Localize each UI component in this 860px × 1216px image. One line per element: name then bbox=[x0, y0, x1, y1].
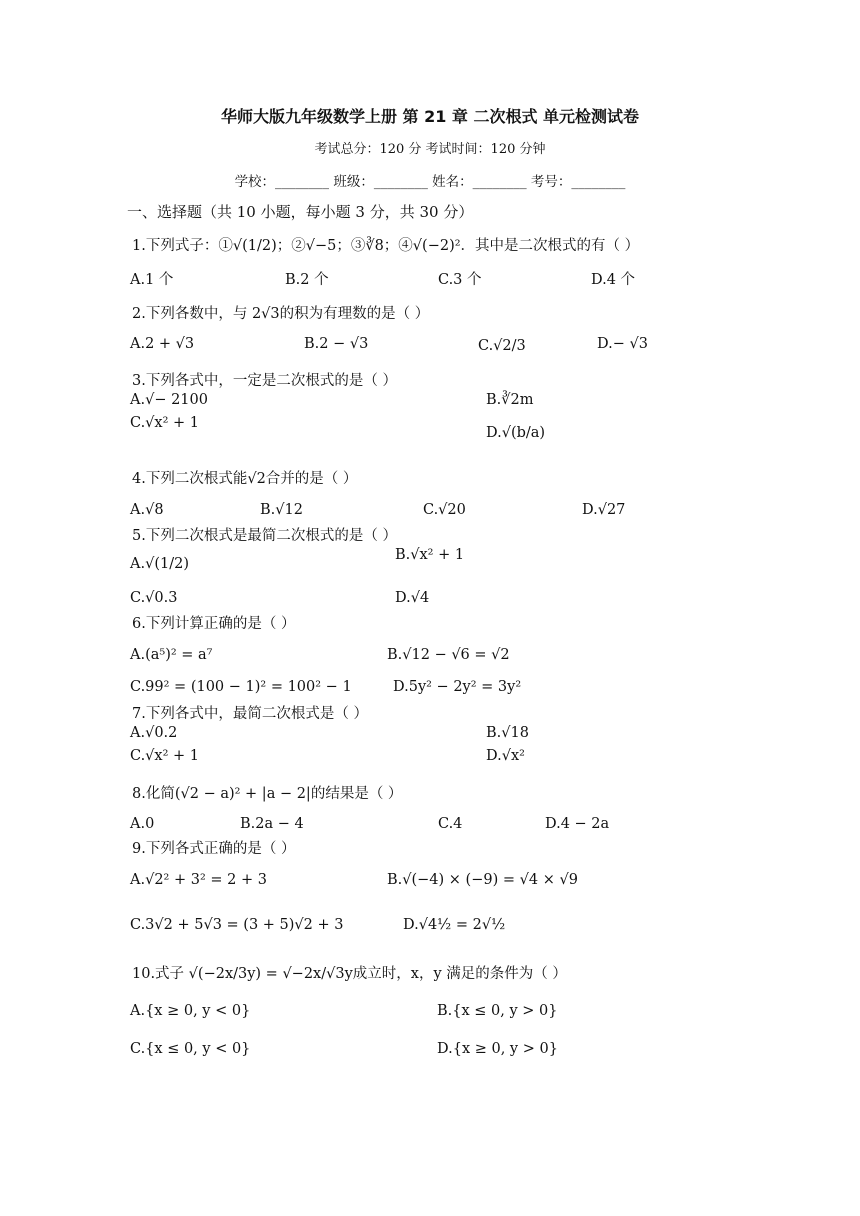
q2-option-b: B.2 − √3 bbox=[304, 336, 369, 352]
question-6-stem: 6.下列计算正确的是（ ） bbox=[132, 616, 296, 632]
q4-option-b: B.√12 bbox=[260, 502, 303, 518]
section-heading: 一、选择题（共 10 小题，每小题 3 分，共 30 分） bbox=[127, 203, 474, 221]
question-2-stem: 2.下列各数中，与 2√3的积为有理数的是（ ） bbox=[132, 306, 430, 322]
student-info-line: 学校：________ 班级：________ 姓名：________ 考号：________ bbox=[234, 174, 626, 190]
q3-option-d: D.√(b/a) bbox=[486, 425, 546, 441]
q5-option-b: B.√x² + 1 bbox=[395, 547, 465, 563]
q8-option-b: B.2a − 4 bbox=[240, 816, 304, 832]
q9-option-d: D.√4½ = 2√½ bbox=[403, 917, 506, 933]
q9-option-a: A.√2² + 3² = 2 + 3 bbox=[130, 872, 267, 888]
q4-option-a: A.√8 bbox=[130, 502, 164, 518]
q2-option-a: A.2 + √3 bbox=[130, 336, 195, 352]
q5-option-c: C.√0.3 bbox=[130, 590, 178, 606]
q10-option-d: D.{x ≥ 0, y > 0} bbox=[437, 1041, 558, 1057]
q4-option-c: C.√20 bbox=[423, 502, 466, 518]
q10-option-b: B.{x ≤ 0, y > 0} bbox=[437, 1003, 558, 1019]
q4-option-d: D.√27 bbox=[582, 502, 626, 518]
q8-option-a: A.0 bbox=[130, 816, 155, 832]
exam-title: 华师大版九年级数学上册 第 21 章 二次根式 单元检测试卷 bbox=[220, 107, 640, 126]
q10-option-c: C.{x ≤ 0, y < 0} bbox=[130, 1041, 251, 1057]
q1-option-c: C.3 个 bbox=[438, 272, 482, 288]
q3-option-b: B.∛2m bbox=[486, 392, 534, 408]
question-9-stem: 9.下列各式正确的是（ ） bbox=[132, 841, 296, 857]
question-5-stem: 5.下列二次根式是最简二次根式的是（ ） bbox=[132, 528, 397, 544]
q5-option-a: A.√(1/2) bbox=[130, 556, 189, 572]
q9-option-c: C.3√2 + 5√3 = (3 + 5)√2 + 3 bbox=[130, 917, 344, 933]
q1-option-d: D.4 个 bbox=[591, 272, 636, 288]
q2-option-d: D.− √3 bbox=[597, 336, 648, 352]
exam-subtitle: 考试总分：120 分 考试时间：120 分钟 bbox=[314, 142, 546, 157]
q8-option-c: C.4 bbox=[438, 816, 463, 832]
question-4-stem: 4.下列二次根式能√2合并的是（ ） bbox=[132, 471, 358, 487]
q1-option-b: B.2 个 bbox=[285, 272, 329, 288]
q9-option-b: B.√(−4) × (−9) = √4 × √9 bbox=[387, 872, 578, 888]
q6-option-b: B.√12 − √6 = √2 bbox=[387, 647, 510, 663]
q10-option-a: A.{x ≥ 0, y < 0} bbox=[130, 1003, 251, 1019]
q8-option-d: D.4 − 2a bbox=[545, 816, 610, 832]
q6-option-c: C.99² = (100 − 1)² = 100² − 1 bbox=[130, 679, 352, 695]
q7-option-a: A.√0.2 bbox=[130, 725, 178, 741]
question-8-stem: 8.化简(√2 − a)² + |a − 2|的结果是（ ） bbox=[132, 786, 403, 802]
question-7-stem: 7.下列各式中，最简二次根式是（ ） bbox=[132, 706, 368, 722]
q3-option-a: A.√− 2100 bbox=[130, 392, 208, 408]
q5-option-d: D.√4 bbox=[395, 590, 430, 606]
q2-option-c: C.√2/3 bbox=[478, 338, 526, 354]
q7-option-d: D.√x² bbox=[486, 748, 525, 764]
question-1-stem: 1.下列式子：①√(1/2)；②√−5；③∛8；④√(−2)²．其中是二次根式的有（ ） bbox=[132, 238, 640, 254]
q7-option-b: B.√18 bbox=[486, 725, 529, 741]
q3-option-c: C.√x² + 1 bbox=[130, 415, 200, 431]
q7-option-c: C.√x² + 1 bbox=[130, 748, 200, 764]
question-10-stem: 10.式子 √(−2x/3y) = √−2x/√3y成立时，x，y 满足的条件为（ ） bbox=[132, 966, 567, 982]
q1-option-a: A.1 个 bbox=[130, 272, 174, 288]
q6-option-d: D.5y² − 2y² = 3y² bbox=[393, 679, 522, 695]
question-3-stem: 3.下列各式中，一定是二次根式的是（ ） bbox=[132, 373, 397, 389]
q6-option-a: A.(a⁵)² = a⁷ bbox=[130, 647, 213, 663]
